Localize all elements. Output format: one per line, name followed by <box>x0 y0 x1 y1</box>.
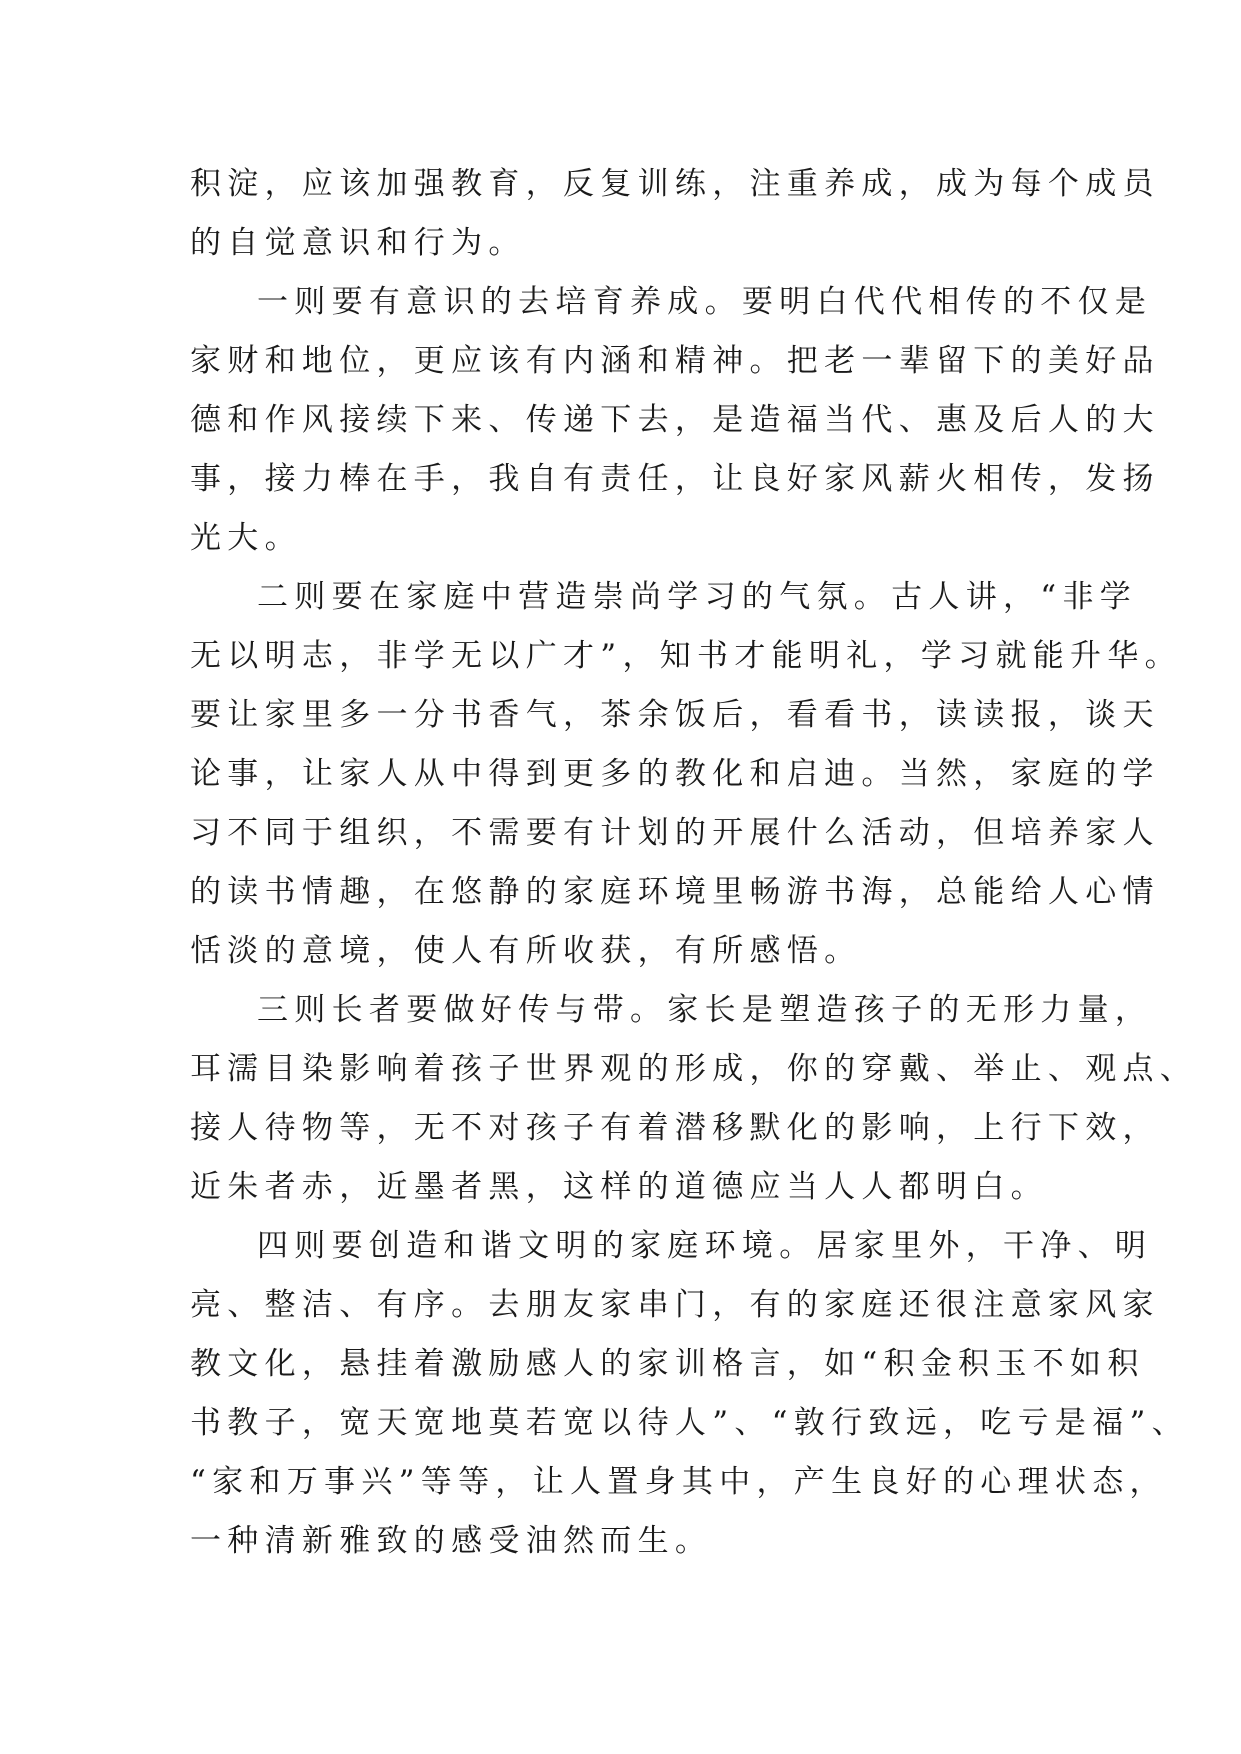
text-line: 三则长者要做好传与带。家长是塑造孩子的无形力量， <box>257 992 1153 1028</box>
text-line: 亮、整洁、有序。去朋友家串门，有的家庭还很注意家风家 <box>190 1287 1160 1323</box>
text-line: 四则要创造和谐文明的家庭环境。居家里外，干净、明 <box>257 1228 1153 1264</box>
text-line: 书教子，宽天宽地莫若宽以待人”、“敦行致远，吃亏是福”、 <box>190 1405 1189 1441</box>
text-line: 光大。 <box>190 520 302 556</box>
text-line: 事，接力棒在手，我自有责任，让良好家风薪火相传，发扬 <box>190 461 1160 497</box>
text-line: 的读书情趣，在悠静的家庭环境里畅游书海，总能给人心情 <box>190 874 1160 910</box>
text-line: 恬淡的意境，使人有所收获，有所感悟。 <box>190 933 862 969</box>
text-line: 要让家里多一分书香气，茶余饭后，看看书，读读报，谈天 <box>190 697 1160 733</box>
text-line: 家财和地位，更应该有内涵和精神。把老一辈留下的美好品 <box>190 343 1160 379</box>
text-line: 一种清新雅致的感受油然而生。 <box>190 1523 713 1559</box>
document-body <box>190 155 1198 1571</box>
text-line: 接人待物等，无不对孩子有着潜移默化的影响，上行下效， <box>190 1110 1160 1146</box>
text-line: 无以明志，非学无以广才”，知书才能明礼，学习就能升华。 <box>190 638 1182 674</box>
text-line: 积淀，应该加强教育，反复训练，注重养成，成为每个成员 <box>190 166 1160 202</box>
text-line: 教文化，悬挂着激励感人的家训格言，如“积金积玉不如积 <box>190 1346 1145 1382</box>
text-line: 近朱者赤，近墨者黑，这样的道德应当人人都明白。 <box>190 1169 1048 1205</box>
text-line: 二则要在家庭中营造崇尚学习的气氛。古人讲，“非学 <box>257 579 1138 615</box>
text-line: 德和作风接续下来、传递下去，是造福当代、惠及后人的大 <box>190 402 1160 438</box>
text-line: 耳濡目染影响着孩子世界观的形成，你的穿戴、举止、观点、 <box>190 1051 1198 1087</box>
text-line: “家和万事兴”等等，让人置身其中，产生良好的心理状态， <box>190 1464 1167 1500</box>
text-line: 论事，让家人从中得到更多的教化和启迪。当然，家庭的学 <box>190 756 1160 792</box>
text-line: 一则要有意识的去培育养成。要明白代代相传的不仅是 <box>257 284 1153 320</box>
text-line: 的自觉意识和行为。 <box>190 225 526 261</box>
text-line: 习不同于组织，不需要有计划的开展什么活动，但培养家人 <box>190 815 1160 851</box>
